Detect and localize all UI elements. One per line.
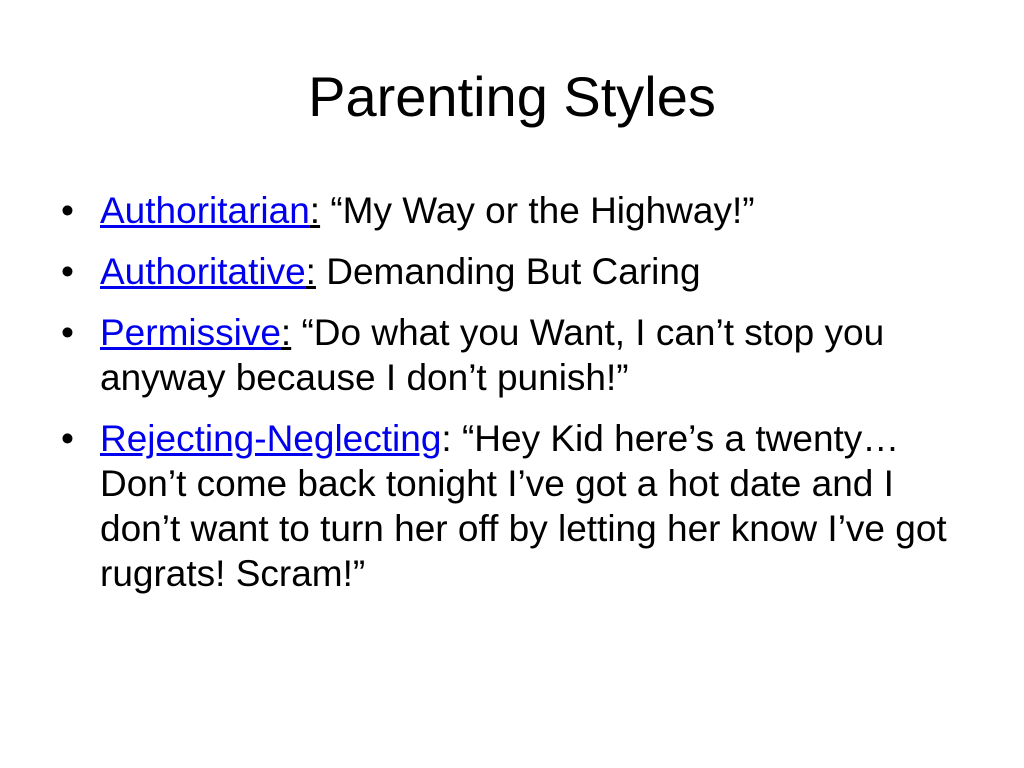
bullet-item-authoritative (58, 249, 978, 294)
term-separator: : (309, 190, 321, 231)
bullet-description: “My Way or the Highway!” (320, 190, 755, 231)
bullet-dot-icon: • (61, 190, 74, 231)
bullet-item-permissive (58, 310, 978, 400)
permissive-link[interactable]: Permissive (100, 312, 281, 353)
bullet-item-rejecting-neglecting (58, 416, 978, 596)
authoritative-link[interactable]: Authoritative (100, 251, 306, 292)
bullet-dot-icon: • (61, 312, 74, 353)
bullet-description: “Hey Kid here’s a twenty…Don’t come back tonight I’ve got a hot date and I don’t want to turn her off by letting her know I’ve got rugrats! Scram!” (100, 418, 947, 594)
authoritarian-link[interactable]: Authoritarian (100, 190, 310, 231)
term-separator: : (441, 418, 452, 459)
bullet-item-authoritarian (58, 188, 978, 233)
bullet-description: “Do what you Want, I can’t stop you anyway because I don’t punish!” (100, 312, 885, 398)
bullet-list (58, 188, 978, 612)
slide-title: Parenting Styles (308, 65, 716, 128)
bullet-description: Demanding But Caring (315, 251, 701, 292)
term-separator: : (280, 312, 292, 353)
term-separator: : (305, 251, 316, 292)
rejecting-neglecting-link[interactable]: Rejecting-Neglecting (100, 418, 442, 459)
bullet-dot-icon: • (61, 418, 74, 459)
bullet-dot-icon: • (61, 251, 74, 292)
